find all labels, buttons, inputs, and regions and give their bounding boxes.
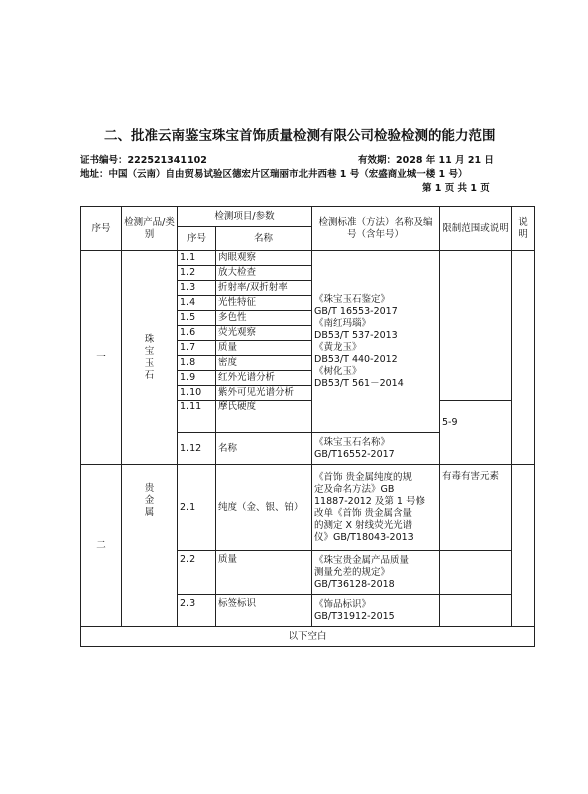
item-name: 多色性 [216,311,312,326]
header-limit: 限制范围或说明 [440,207,512,251]
item-num: 1.5 [178,311,216,326]
page-number: 第 1 页 共 1 页 [422,183,490,194]
item-name: 肉眼观察 [216,251,312,266]
valid-until: 有效期：2028 年 11 月 21 日 [358,155,494,166]
note-empty [512,465,535,627]
standard-mass: 《珠宝贵金属产品质量 测量允差的规定》 GB/T36128-2018 [312,551,440,595]
item-name: 纯度（金、银、铂） [216,465,312,551]
header-standard: 检测标准（方法）名称及编号（含年号） [312,207,440,251]
table-footer: 以下空白 [81,627,535,647]
header-category: 检测产品/类别 [122,207,178,251]
header-item-seq: 序号 [178,227,216,251]
limit-empty [440,551,512,595]
group-category: 贵 金 属 [122,465,178,627]
item-num: 2.2 [178,551,216,595]
item-num: 1.10 [178,386,216,401]
item-num: 1.8 [178,356,216,371]
item-name: 名称 [216,433,312,465]
note-empty [512,251,535,465]
item-num: 2.1 [178,465,216,551]
item-num: 1.6 [178,326,216,341]
item-name: 放大检查 [216,266,312,281]
group-seq: 二 [81,465,122,627]
header-item-name: 名称 [216,227,312,251]
header-note: 说明 [512,207,535,251]
limit-toxic: 有毒有害元素 [440,465,512,551]
item-num: 1.11 [178,401,216,433]
item-name: 紫外可见光谱分析 [216,386,312,401]
item-num: 1.9 [178,371,216,386]
limit-empty [440,595,512,627]
item-name: 红外光谱分析 [216,371,312,386]
item-name: 质量 [216,341,312,356]
scope-table [80,206,535,647]
item-name: 摩氏硬度 [216,401,312,433]
group-category: 珠 宝 玉 石 [122,251,178,465]
item-name: 密度 [216,356,312,371]
item-num: 1.1 [178,251,216,266]
item-name: 光性特征 [216,296,312,311]
item-num: 1.3 [178,281,216,296]
item-num: 1.2 [178,266,216,281]
standard-name: 《珠宝玉石名称》 GB/T16552-2017 [312,433,440,465]
item-num: 1.4 [178,296,216,311]
standard-main: 《珠宝玉石鉴定》 GB/T 16553-2017 《南红玛瑙》 DB53/T 537-2013 《黄龙玉》 DB53/T 440-2012 《树化玉》 DB53/T 561－2014 [312,251,440,433]
standard-label: 《饰品标识》 GB/T31912-2015 [312,595,440,627]
certificate-number: 证书编号：222521341102 [80,155,207,166]
limit-empty [440,251,512,401]
item-name: 折射率/双折射率 [216,281,312,296]
address: 地址：中国（云南）自由贸易试验区德宏片区瑞丽市北井西巷 1 号（宏盛商业城一楼 1 号） [80,169,468,180]
hardness-limit: 5-9 [440,401,512,465]
item-num: 2.3 [178,595,216,627]
item-name: 质量 [216,551,312,595]
item-name: 荧光观察 [216,326,312,341]
item-num: 1.7 [178,341,216,356]
standard-purity: 《首饰 贵金属纯度的规 定及命名方法》GB 11887-2012 及第 1 号修 改单《首饰 贵金属含量 的测定 X 射线荧光光谱 仪》GB/T18043-2013 [312,465,440,551]
header-item-group: 检测项目/参数 [178,207,312,227]
item-name: 标签标识 [216,595,312,627]
header-seq: 序号 [81,207,122,251]
page-title: 二、批准云南鉴宝珠宝首饰质量检测有限公司检验检测的能力范围 [104,128,496,144]
item-num: 1.12 [178,433,216,465]
group-seq: 一 [81,251,122,465]
